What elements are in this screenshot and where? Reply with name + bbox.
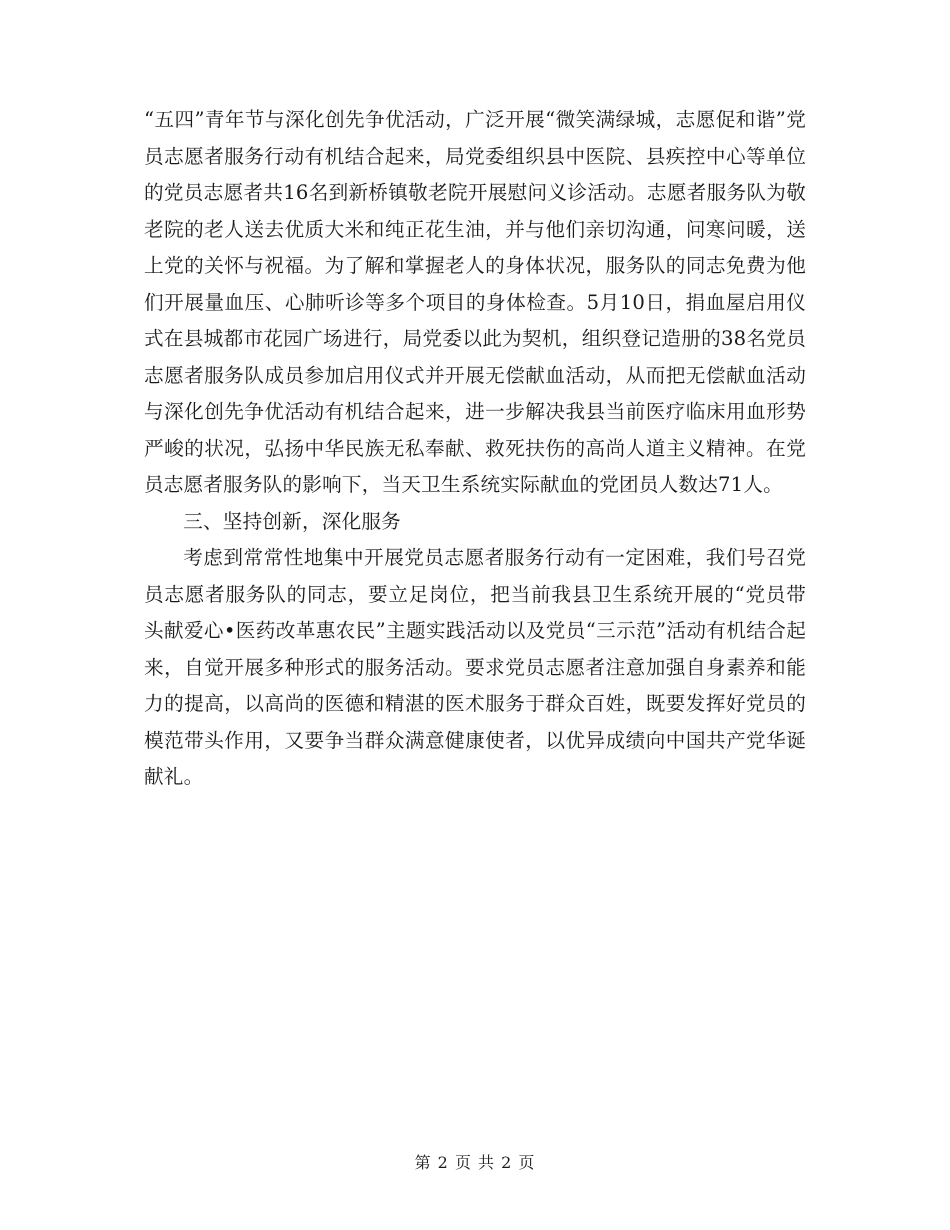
document-body: [144, 102, 806, 796]
section-heading: 三、坚持创新，深化服务: [183, 509, 401, 533]
page-footer: 第 2 页 共 2 页: [414, 1153, 536, 1172]
body-paragraph-continued: “五四”青年节与深化创先争优活动，广泛开展“微笑满绿城，志愿促和谐”党员志愿者服务行动有机结合起来，局党委组织县中医院、县疾控中心等单位的党员志愿者共16名到新桥镇敬老院开展慰问义诊活动。志愿者服务队为敬老院的老人送去优质大米和纯正花生油，并与他们亲切沟通，问寒问暖，送上党的关怀与祝福。为了解和掌握老人的身体状况，服务队的同志免费为他们开展量血压、心肺听诊等多个项目的身体检查。5月10日，捐血屋启用仪式在县城都市花园广场进行，局党委以此为契机，组织登记造册的38名党员志愿者服务队成员参加启用仪式并开展无偿献血活动，从而把无偿献血活动与深化创先争优活动有机结合起来，进一步解决我县当前医疗临床用血形势严峻的状况，弘扬中华民族无私奉献、救死扶伤的高尚人道主义精神。在党员志愿者服务队的影响下，当天卫生系统实际献血的党团员人数达71人。: [144, 108, 806, 496]
section-paragraph: 考虑到常常性地集中开展党员志愿者服务行动有一定困难，我们号召党员志愿者服务队的同志，要立足岗位，把当前我县卫生系统开展的“党员带头献爱心•医药改革惠农民”主题实践活动以及党员“三示范”活动有机结合起来，自觉开展多种形式的服务活动。要求党员志愿者注意加强自身素养和能力的提高，以高尚的医德和精湛的医术服务于群众百姓，既要发挥好党员的模范带头作用，又要争当群众满意健康使者，以优异成绩向中国共产党华诞献礼。: [144, 546, 806, 788]
